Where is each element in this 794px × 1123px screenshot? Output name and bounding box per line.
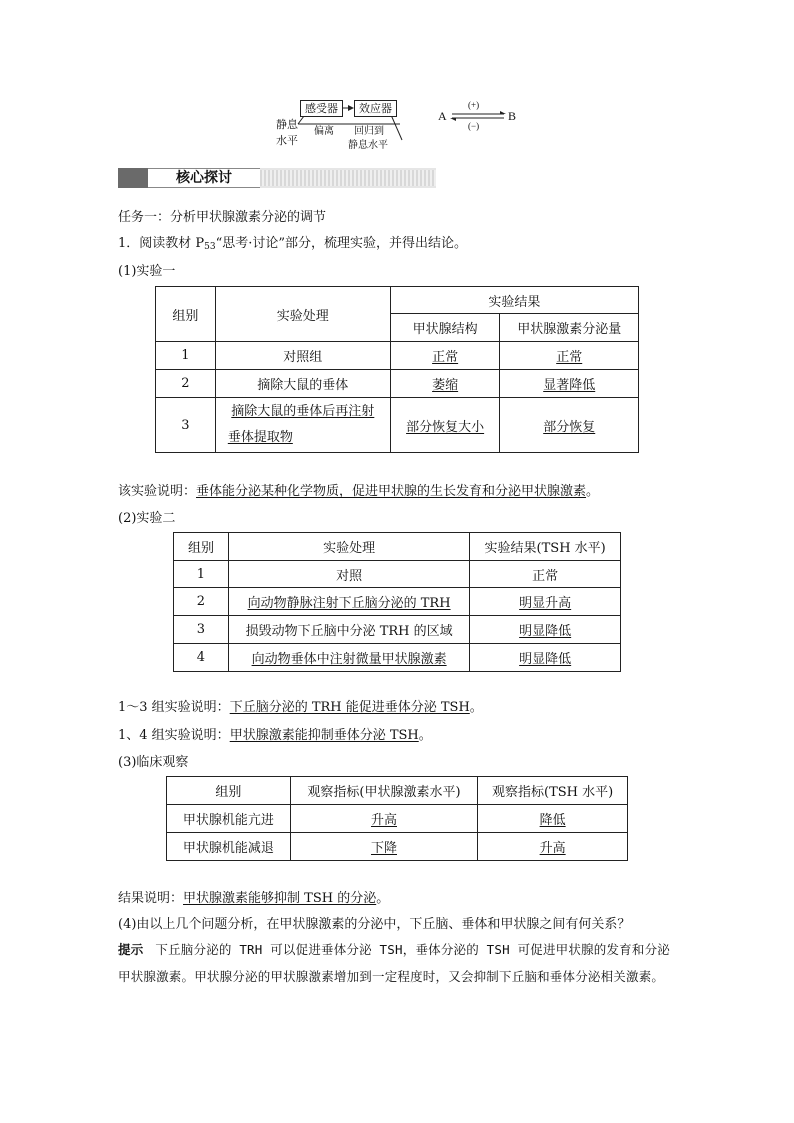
c1-end: 。: [469, 700, 483, 715]
c2-prefix: 1、4 组实验说明：: [118, 728, 230, 743]
exp3-label: (3)临床观察: [118, 755, 189, 770]
cell: 甲状腺机能减退: [167, 833, 291, 861]
section-header-pattern: [260, 170, 436, 186]
c2-text: 甲状腺激素能抑制垂体分泌 TSH: [229, 728, 419, 743]
cell: 正常: [556, 350, 583, 365]
cell: 降低: [539, 813, 566, 828]
result-prefix: 结果说明：: [118, 891, 184, 906]
c1-text: 下丘脑分泌的 TRH 能促进垂体分泌 TSH: [229, 700, 470, 715]
question-4: (4)由以上几个问题分析，在甲状腺激素的分泌中，下丘脑、垂体和甲状腺之间有何关系？: [118, 917, 631, 932]
c1-prefix: 1～3 组实验说明：: [118, 700, 230, 715]
exp1-h-struct: 甲状腺结构: [390, 314, 500, 342]
exp1-h-treat: 实验处理: [215, 287, 390, 342]
label-plus: (+): [468, 100, 480, 110]
cell: 下降: [370, 841, 397, 856]
q1-subscript: 53: [204, 242, 216, 252]
cell: 4: [174, 644, 229, 672]
cell: 甲状腺机能亢进: [167, 805, 291, 833]
return-label: 回归到: [354, 126, 384, 137]
table-row: [174, 616, 621, 644]
rest-label-1: 静息: [276, 118, 298, 131]
label-minus: (−): [468, 121, 480, 131]
conclusion-prefix: 该实验说明：: [118, 484, 197, 499]
table-row: [156, 370, 639, 398]
cell: 损毁动物下丘脑中分泌 TRH 的区域: [228, 616, 469, 644]
exp2-conclusion-2: [118, 724, 432, 743]
exp3-h-group: 组别: [167, 777, 291, 805]
ab-reaction-diagram: [438, 100, 528, 130]
exp2-label: (2)实验二: [118, 511, 176, 526]
cell: 2: [174, 588, 229, 616]
exp3-table: [166, 776, 628, 861]
cell: 对照组: [215, 342, 390, 370]
deviation-label: 偏离: [314, 126, 334, 137]
exp3-result: [118, 887, 389, 906]
cell: 明显升高: [519, 596, 572, 611]
cell: 升高: [539, 841, 566, 856]
table-row: [167, 805, 628, 833]
result-text: 甲状腺激素能够抑制 TSH 的分泌: [183, 891, 377, 906]
exp1-table: [155, 286, 639, 453]
exp3-h-obs2: 观察指标(TSH 水平): [478, 777, 628, 805]
exp2-table: [173, 532, 621, 672]
q1-prefix: 1．阅读教材 P: [118, 236, 205, 251]
cell: 2: [156, 370, 216, 398]
q1-suffix: “思考·讨论”部分，梳理实验，并得出结论。: [215, 236, 468, 251]
exp3-h-obs1: 观察指标(甲状腺激素水平): [290, 777, 478, 805]
cell: 1: [174, 561, 229, 588]
cell: 1: [156, 342, 216, 370]
table-row: [167, 833, 628, 861]
result-end: 。: [376, 891, 390, 906]
exp1-h-result: 实验结果: [390, 287, 638, 314]
cell: 向动物静脉注射下丘脑分泌的 TRH: [247, 596, 451, 611]
cell: 显著降低: [543, 378, 596, 393]
cell: 部分恢复大小: [406, 419, 485, 435]
exp1-h-amount: 甲状腺激素分泌量: [500, 314, 639, 342]
exp1-conclusion: [118, 480, 599, 499]
exp2-h-group: 组别: [174, 533, 229, 561]
cell: 3: [174, 616, 229, 644]
rest-level-label: 静息水平: [348, 140, 388, 151]
exp2-h-result: 实验结果(TSH 水平): [470, 533, 621, 561]
section-title: 核心探讨: [148, 168, 260, 188]
cell: 正常: [470, 561, 621, 588]
question-1: [118, 232, 467, 252]
cell-line-2: 垂体提取物: [227, 430, 293, 445]
exp1-h-group: 组别: [156, 287, 216, 342]
hint-label: 提示: [118, 942, 144, 957]
cell: 明显降低: [519, 624, 572, 639]
cell: 升高: [370, 813, 397, 828]
task-heading: 任务一：分析甲状腺激素分泌的调节: [118, 210, 327, 225]
exp1-label: (1)实验一: [118, 264, 176, 279]
hint-paragraph: [118, 936, 678, 990]
c2-end: 。: [418, 728, 432, 743]
table-row: [174, 588, 621, 616]
section-header: [118, 168, 436, 188]
cell: 对照: [228, 561, 469, 588]
cell-line-1: 摘除大鼠的垂体后再注射: [231, 404, 375, 419]
label-b: B: [508, 109, 517, 123]
effector-box: 效应器: [354, 100, 397, 117]
cell: 部分恢复: [543, 419, 596, 435]
cell: 明显降低: [519, 652, 572, 667]
conclusion-text: 垂体能分泌某种化学物质，促进甲状腺的生长发育和分泌甲状腺激素: [196, 484, 587, 499]
hint-text: 下丘脑分泌的 TRH 可以促进垂体分泌 TSH，垂体分泌的 TSH 可促进甲状腺的发育和分泌甲状腺激素。甲状腺分泌的甲状腺激素增加到一定程度时，又会抑制下丘脑和垂体分泌相关激素。: [118, 942, 670, 984]
table-row: [174, 561, 621, 588]
label-a: A: [438, 109, 447, 123]
table-row: [156, 342, 639, 370]
cell: 摘除大鼠的垂体: [215, 370, 390, 398]
cell: 萎缩: [432, 378, 459, 393]
rest-label-2: 水平: [276, 134, 298, 147]
table-row: [156, 398, 639, 453]
exp2-h-treat: 实验处理: [228, 533, 469, 561]
cell: 3: [156, 398, 216, 453]
double-arrow-icon: [448, 100, 508, 130]
cell: 正常: [432, 350, 459, 365]
cell: 向动物垂体中注射微量甲状腺激素: [251, 652, 447, 667]
exp2-conclusion-1: [118, 696, 483, 715]
receptor-box: 感受器: [300, 100, 343, 117]
table-row: [174, 644, 621, 672]
feedback-diagram: [270, 96, 420, 152]
conclusion-end: 。: [586, 484, 600, 499]
